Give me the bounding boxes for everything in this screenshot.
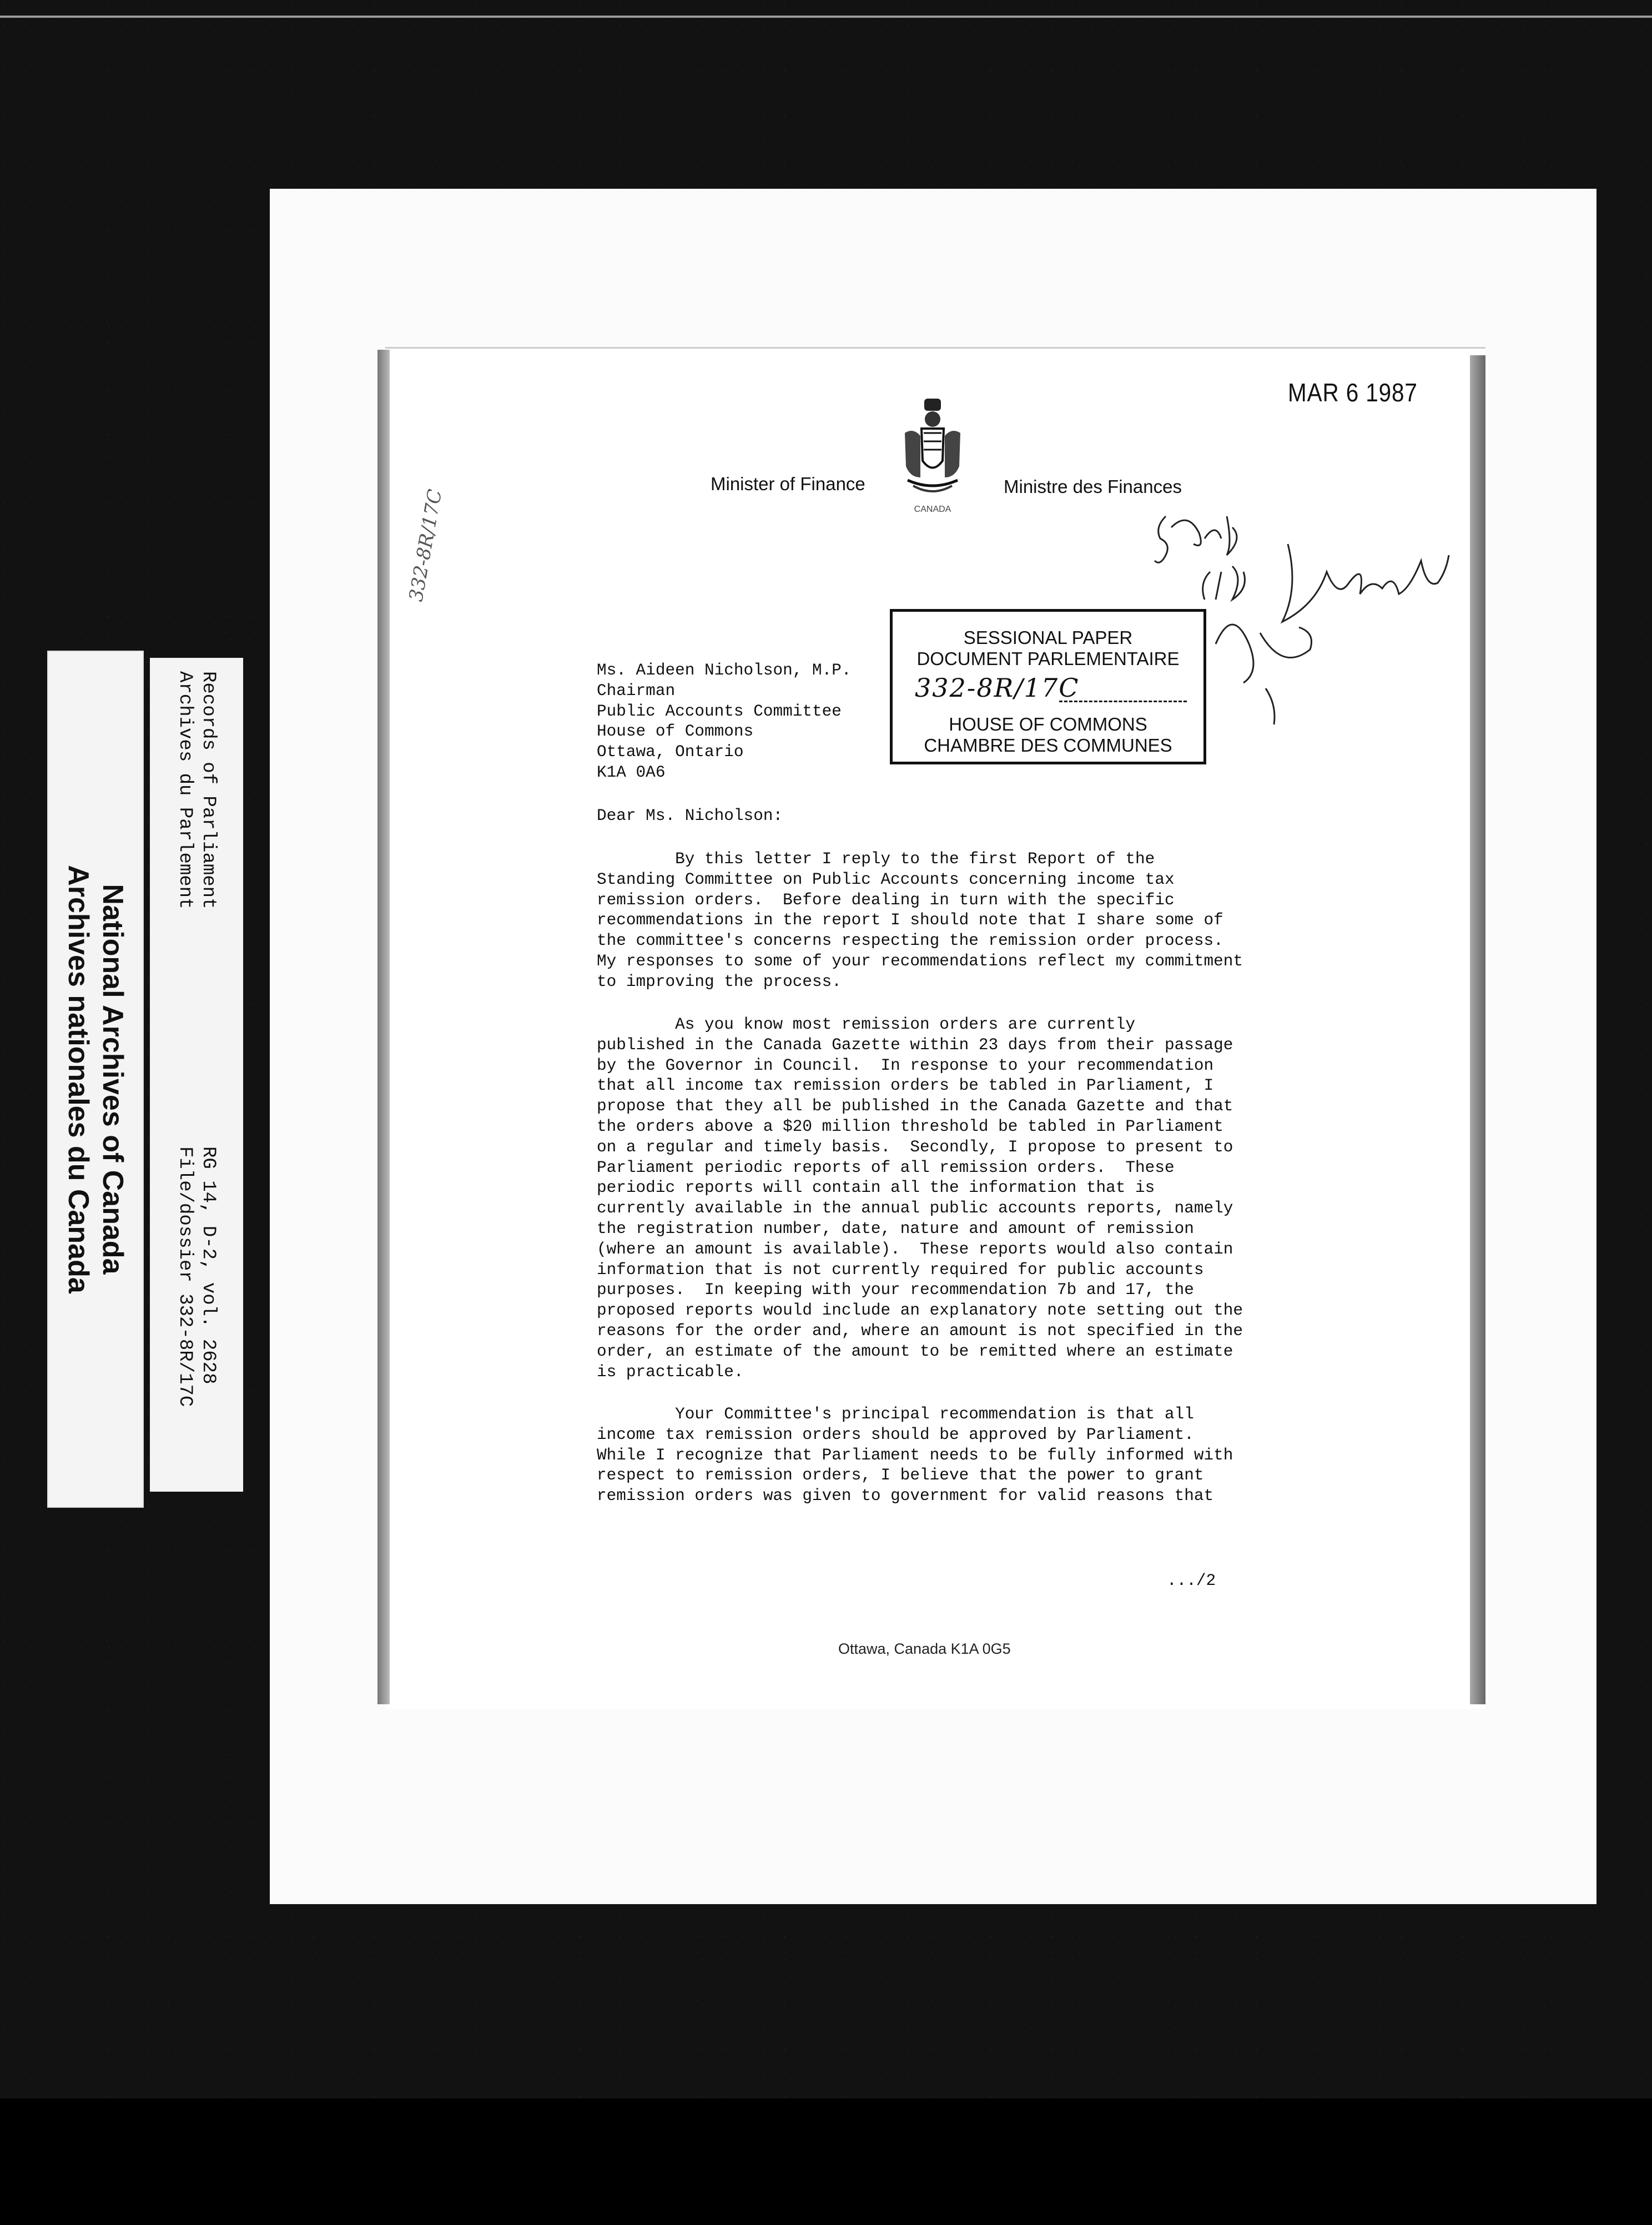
stamp-line-4: CHAMBRE DES COMMUNES bbox=[924, 735, 1172, 756]
body-paragraph-1: By this letter I reply to the first Report of the Standing Committee on Public Accounts concerning income tax remission orders. Before dealing in turn with the specific recommendations in the report I should note that I share some of the committee's concerns respecting the remission order process. My responses to some of your recommendations reflect my commitment to improving the process. bbox=[597, 850, 1243, 991]
stamp-line-1: SESSIONAL PAPER bbox=[963, 627, 1133, 648]
letter-left-shadow bbox=[377, 350, 390, 1704]
stamp-line-3: HOUSE OF COMMONS bbox=[949, 714, 1147, 734]
body-paragraph-3: Your Committee's principal recommendation is that all income tax remission orders should be approved by Parliament. While I recognize that Parliament needs to be fully informed with respect to remission orders, I believe that the power to grant remission orders was given to government for valid reasons that bbox=[597, 1405, 1233, 1506]
continuation-marker: .../2 bbox=[1167, 1572, 1216, 1590]
records-label-line-2: Archives du Parlement bbox=[174, 671, 195, 909]
svg-text:332-8R/17C: 332-8R/17C bbox=[405, 487, 447, 603]
scan-edge-line bbox=[0, 16, 1652, 18]
records-label bbox=[150, 658, 243, 1492]
footer-address: Ottawa, Canada K1A 0G5 bbox=[838, 1640, 1011, 1657]
records-label-line-3: RG 14, D-2, vol. 2628 bbox=[198, 1146, 219, 1385]
crest-caption: CANADA bbox=[914, 505, 951, 514]
stamp-line-2: DOCUMENT PARLEMENTAIRE bbox=[916, 648, 1180, 669]
archive-label bbox=[47, 651, 144, 1508]
scan-bottom-band bbox=[0, 2098, 1652, 2225]
letterhead-french: Ministre des Finances bbox=[1004, 476, 1182, 497]
received-date-stamp: MAR 6 1987 bbox=[1288, 378, 1418, 407]
coat-of-arms-icon bbox=[894, 394, 971, 522]
records-label-line-1: Records of Parliament bbox=[198, 671, 219, 909]
body-paragraph-2: As you know most remission orders are currently published in the Canada Gazette within 23 days from their passage by the Governor in Council. In response to your recommendation that all income tax remission orders be tabled in Parliament, I propose that they all be published in the Canada Gazette and that the orders above a $20 million threshold be tabled in Parliament on a regular and timely basis. Secondly, I propose to present to Parliament periodic reports of all remission orders. These periodic reports will contain all the information that is currently available in the annual public accounts reports, namely the registration number, date, nature and amount of remission (where an amount is available). These reports would also contain information that is not currently required for public accounts purposes. In keeping with your recommendation 7b and 17, the proposed reports would include an explanatory note setting out the reasons for the order and, where an amount is not specified in the order, an estimate of the amount to be remitted where an estimate is practicable. bbox=[597, 1015, 1243, 1381]
letterhead-english: Minister of Finance bbox=[711, 474, 865, 494]
letter-right-shadow bbox=[1470, 355, 1485, 1704]
handwritten-annotation bbox=[1149, 505, 1460, 738]
records-label-heading bbox=[173, 671, 220, 909]
archive-label-line-2: Archives nationales du Canada bbox=[62, 865, 94, 1293]
archive-label-line-1: National Archives of Canada bbox=[97, 884, 129, 1275]
recipient-address: Ms. Aideen Nicholson, M.P. Chairman Public Accounts Committee House of Commons Ottawa, Ontario K1A 0A6 bbox=[597, 661, 852, 782]
stamp-paper-number: 332-8R/17C bbox=[915, 673, 1080, 703]
records-label-line-4: File/dossier 332-8R/17C bbox=[174, 1146, 195, 1407]
handwritten-margin-note bbox=[389, 430, 466, 608]
archive-label-text bbox=[61, 865, 130, 1293]
salutation: Dear Ms. Nicholson: bbox=[597, 807, 783, 825]
records-label-reference bbox=[173, 1146, 220, 1407]
